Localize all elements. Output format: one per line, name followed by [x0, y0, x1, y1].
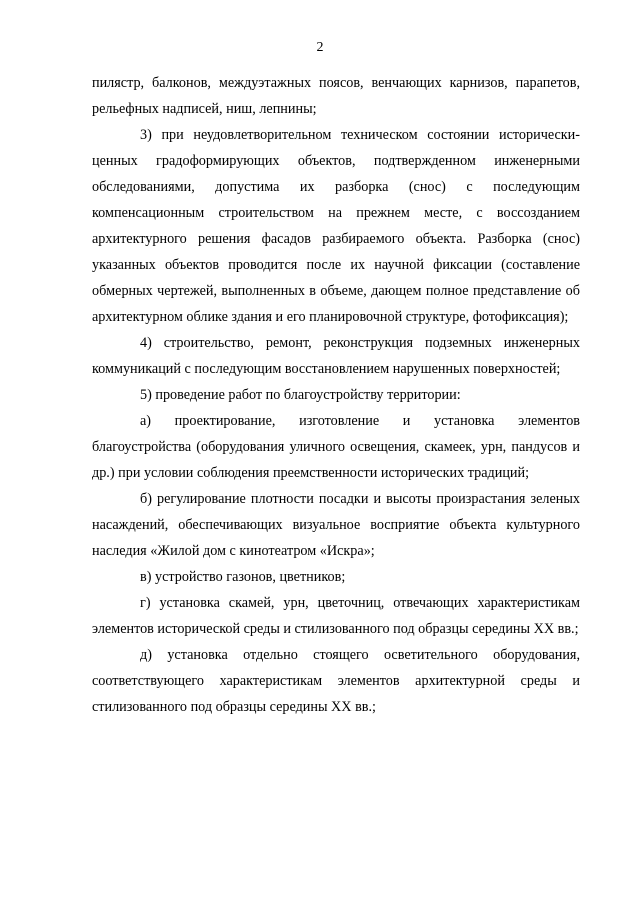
- paragraph-subitem-v: в) устройство газонов, цветников;: [140, 569, 346, 585]
- paragraph-item-4: 4) строительство, ремонт, реконструкция подземных инженерных коммуникаций с последующим восстановлением нарушенных поверхностей;: [92, 335, 580, 377]
- paragraph-subitem-d: д) установка отдельно стоящего осветительного оборудования, соответствующего характеристикам элементов архитектурной среды и стилизованного под образцы середины XX вв.;: [92, 647, 580, 715]
- paragraph-subitem-b: б) регулирование плотности посадки и высоты произрастания зеленых насаждений, обеспечивающих визуальное восприятие объекта культурного наследия «Жилой дом с кинотеатром «Искра»;: [92, 491, 580, 559]
- paragraph-item-3: 3) при неудовлетворительном техническом состоянии исторически-ценных градоформирующих объектов, подтвержденном инженерными обследованиями, допустима их разборка (снос) с последующим компенсационным строительством на прежнем месте, с воссозданием архитектурного решения фасадов разбираемого объекта. Разборка (снос) указанных объектов проводится после их научной фиксации (составление обмерных чертежей, выполненных в объеме, дающем полное представление об архитектурном облике здания и его планировочной структуре, фотофиксация);: [92, 127, 580, 325]
- page-number: 2: [316, 40, 324, 55]
- paragraph-item-5: 5) проведение работ по благоустройству территории:: [140, 387, 461, 403]
- paragraph-subitem-a: а) проектирование, изготовление и установка элементов благоустройства (оборудования уличного освещения, скамеек, урн, пандусов и др.) при условии соблюдения преемственности исторических традиций;: [92, 413, 580, 481]
- paragraph-continuation: пилястр, балконов, междуэтажных поясов, венчающих карнизов, парапетов, рельефных надписей, ниш, лепнины;: [92, 75, 580, 117]
- paragraph-subitem-g: г) установка скамей, урн, цветочниц, отвечающих характеристикам элементов исторической среды и стилизованного под образцы середины XX вв.;: [92, 595, 580, 637]
- document-body: [92, 70, 580, 720]
